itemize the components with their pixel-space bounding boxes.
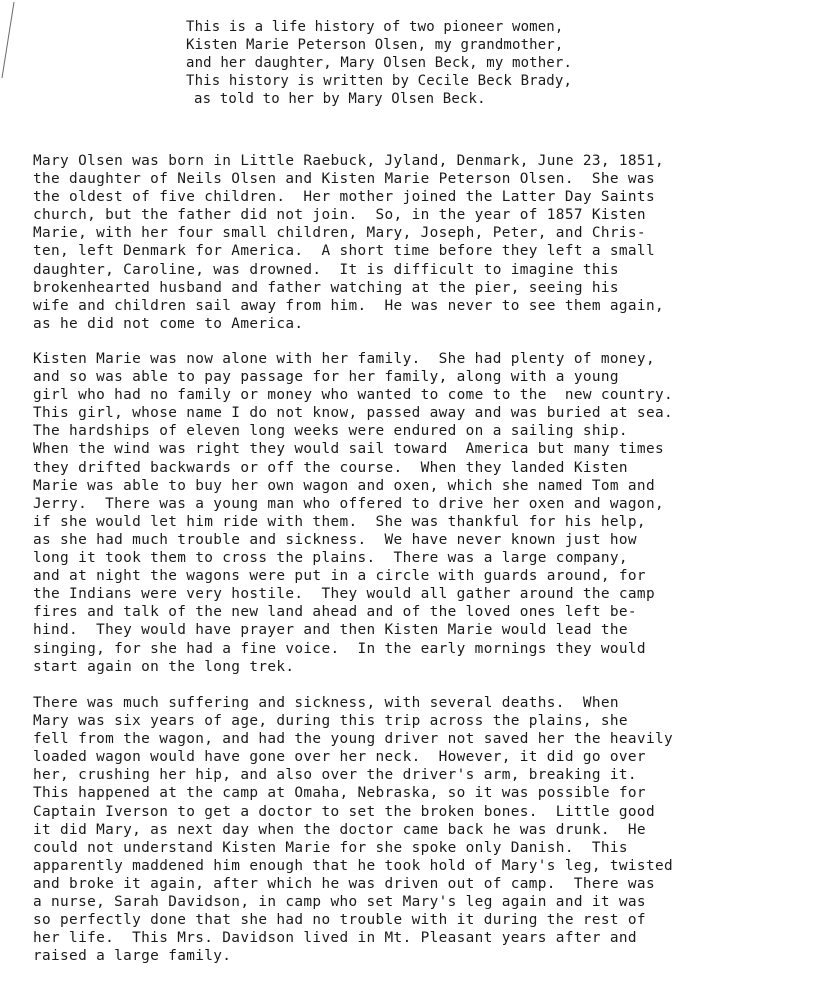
text-line: a nurse, Sarah Davidson, in camp who set Mary's leg again and it was [33,894,646,911]
text-line: fell from the wagon, and had the young driver not saved her the heavily [33,731,673,748]
intro-line: and her daughter, Mary Olsen Beck, my mother. [186,55,573,71]
text-line: they drifted backwards or off the course. When they landed Kisten [33,459,628,476]
text-line: singing, for she had a fine voice. In the early mornings they would [33,640,646,657]
intro-line: This history is written by Cecile Beck Brady, [186,73,573,89]
text-line: girl who had no family or money who wanted to come to the new country. [33,387,673,404]
text-line: ten, left Denmark for America. A short time before they left a small [33,243,655,260]
text-line: The hardships of eleven long weeks were endured on a sailing ship. [33,423,628,440]
text-line: raised a large family. [33,948,232,965]
text-line: Marie was able to buy her own wagon and oxen, which she named Tom and [33,477,655,494]
intro-block [186,18,746,108]
text-line: the oldest of five children. Her mother joined the Latter Day Saints [33,189,655,206]
text-line: brokenhearted husband and father watching at the pier, seeing his [33,279,619,296]
text-line: Kisten Marie was now alone with her family. She had plenty of money, [33,351,655,367]
text-line: the Indians were very hostile. They would all gather around the camp [33,586,655,603]
paragraph-accident [33,694,823,965]
text-line: hind. They would have prayer and then Kisten Marie would lead the [33,622,628,639]
intro-line: This is a life history of two pioneer women, [186,19,564,35]
text-line: start again on the long trek. [33,658,295,675]
text-line: Captain Iverson to get a doctor to set the broken bones. Little good [33,803,655,820]
text-line: There was much suffering and sickness, with several deaths. When [33,695,619,711]
text-line: could not understand Kisten Marie for she spoke only Danish. This [33,839,628,856]
text-line: daughter, Caroline, was drowned. It is difficult to imagine this [33,261,619,278]
text-line: the daughter of Neils Olsen and Kisten Marie Peterson Olsen. She was [33,171,655,188]
text-line: apparently maddened him enough that he took hold of Mary's leg, twisted [33,857,673,874]
intro-line: as told to her by Mary Olsen Beck. [194,91,486,107]
text-line: and at night the wagons were put in a circle with guards around, for [33,568,646,585]
text-line: so perfectly done that she had no trouble with it during the rest of [33,912,646,929]
text-line: Marie, with her four small children, Mary, Joseph, Peter, and Chris- [33,225,646,242]
text-line: long it took them to cross the plains. There was a large company, [33,550,628,567]
text-line: it did Mary, as next day when the doctor came back he was drunk. He [33,821,646,838]
text-line: wife and children sail away from him. He was never to see them again, [33,297,664,314]
text-line: and so was able to pay passage for her family, along with a young [33,369,619,386]
intro-line: Kisten Marie Peterson Olsen, my grandmother, [186,37,564,53]
text-line: Mary Olsen was born in Little Raebuck, Jyland, Denmark, June 23, 1851, [33,153,664,169]
text-line: if she would let him ride with them. She was thankful for his help, [33,513,646,530]
paragraph-birth [33,152,823,333]
text-line: Mary was six years of age, during this trip across the plains, she [33,713,628,730]
text-line: When the wind was right they would sail toward America but many times [33,441,664,458]
text-line: This happened at the camp at Omaha, Nebraska, so it was possible for [33,785,646,802]
text-line: loaded wagon would have gone over her neck. However, it did go over [33,749,646,766]
text-line: fires and talk of the new land ahead and of the loved ones left be- [33,604,637,621]
text-line: as he did not come to America. [33,315,304,332]
text-line: Jerry. There was a young man who offered to drive her oxen and wagon, [33,495,664,512]
text-line: her life. This Mrs. Davidson lived in Mt. Pleasant years after and [33,930,637,947]
paragraph-journey [33,350,823,676]
text-line: and broke it again, after which he was driven out of camp. There was [33,875,655,892]
margin-pencil-mark [0,0,24,80]
text-line: her, crushing her hip, and also over the driver's arm, breaking it. [33,767,637,784]
text-line: This girl, whose name I do not know, passed away and was buried at sea. [33,405,673,422]
text-line: church, but the father did not join. So, in the year of 1857 Kisten [33,207,646,224]
text-line: as she had much trouble and sickness. We have never known just how [33,531,637,548]
